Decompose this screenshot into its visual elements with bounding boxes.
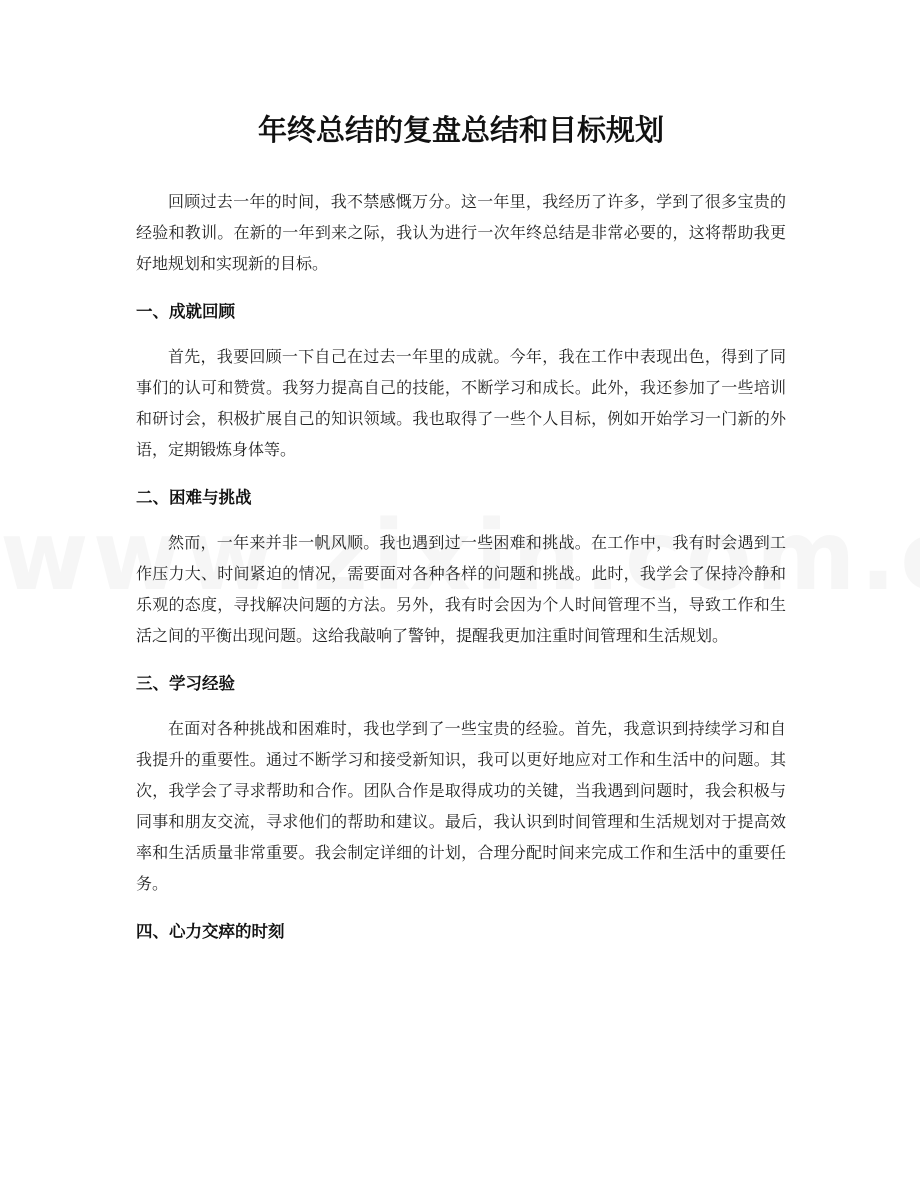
section-body-challenges: 然而，一年来并非一帆风顺。我也遇到过一些困难和挑战。在工作中，我有时会遇到工作压力大、时间紧迫的情况，需要面对各种各样的问题和挑战。此时，我学会了保持冷静和乐观的态度，寻找解决问题的方法。另外，我有时会因为个人时间管理不当，导致工作和生活之间的平衡出现问题。这给我敲响了警钟，提醒我更加注重时间管理和生活规划。	[136, 533, 786, 645]
document-content	[136, 108, 786, 961]
intro-paragraph: 回顾过去一年的时间，我不禁感慨万分。这一年里，我经历了许多，学到了很多宝贵的经验和教训。在新的一年到来之际，我认为进行一次年终总结是非常必要的，这将帮助我更好地规划和实现新的目标。	[136, 192, 786, 273]
section-body-achievements: 首先，我要回顾一下自己在过去一年里的成就。今年，我在工作中表现出色，得到了同事们的认可和赞赏。我努力提高自己的技能，不断学习和成长。此外，我还参加了一些培训和研讨会，积极扩展自己的知识领域。我也取得了一些个人目标，例如开始学习一门新的外语，定期锻炼身体等。	[136, 347, 786, 459]
section-heading-lessons: 三、学习经验	[136, 674, 235, 693]
section-heading-exhaustion: 四、心力交瘁的时刻	[136, 922, 285, 941]
section-heading-challenges: 二、困难与挑战	[136, 488, 252, 507]
section-heading-achievements: 一、成就回顾	[136, 302, 235, 321]
section-body-lessons: 在面对各种挑战和困难时，我也学到了一些宝贵的经验。首先，我意识到持续学习和自我提升的重要性。通过不断学习和接受新知识，我可以更好地应对工作和生活中的问题。其次，我学会了寻求帮助和合作。团队合作是取得成功的关键，当我遇到问题时，我会积极与同事和朋友交流，寻求他们的帮助和建议。最后，我认识到时间管理和生活规划对于提高效率和生活质量非常重要。我会制定详细的计划，合理分配时间来完成工作和生活中的重要任务。	[136, 719, 786, 893]
document-title: 年终总结的复盘总结和目标规划	[257, 113, 664, 147]
